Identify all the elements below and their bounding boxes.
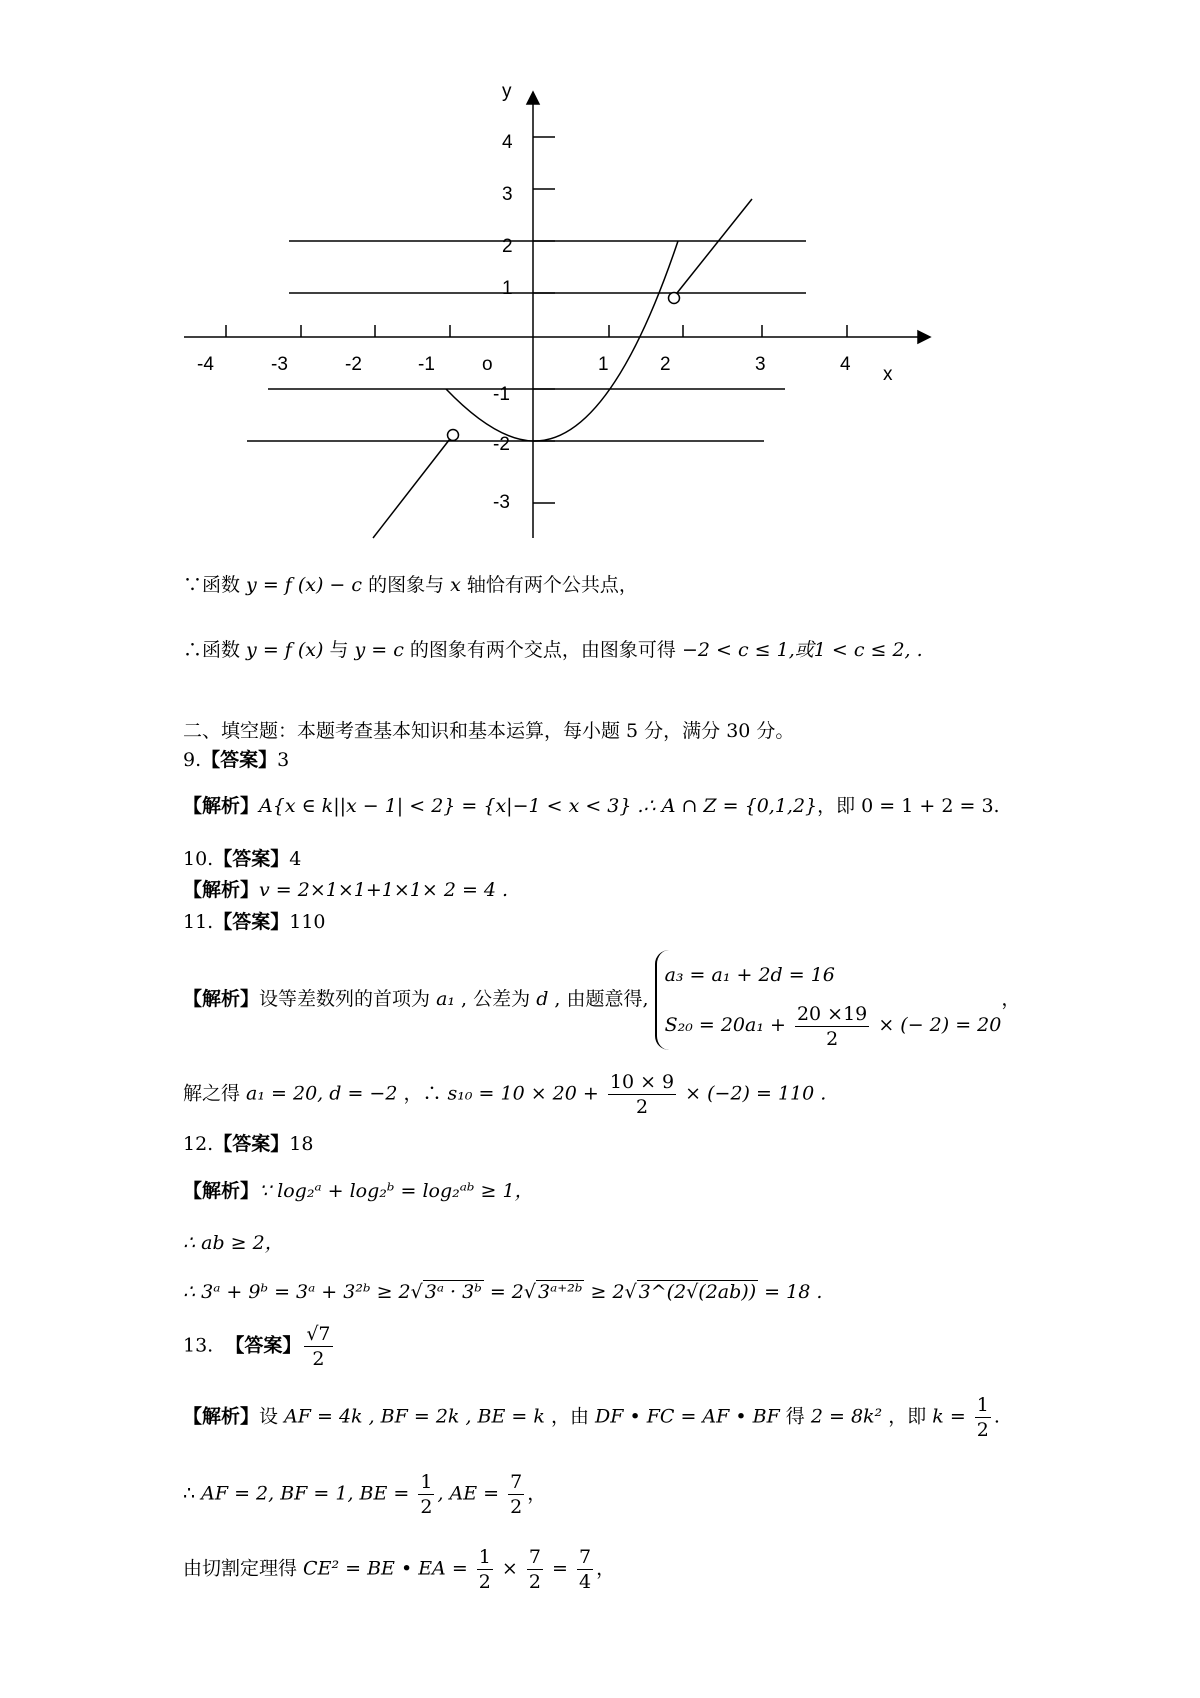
text: , 由题意得,: [548, 988, 649, 1010]
question-number: 9.: [183, 749, 202, 771]
answer-tag: 【答案】: [213, 848, 290, 870]
fraction: [527, 1545, 543, 1594]
q13-explanation: [183, 1393, 1000, 1442]
numerator: 1: [976, 1394, 989, 1416]
denominator: 2: [976, 1419, 989, 1441]
text: ∴函数: [183, 639, 247, 661]
answer-tag: 【答案】: [201, 749, 278, 771]
y-tick-label: 1: [502, 278, 513, 299]
origin-label: o: [482, 354, 493, 375]
open-point-left: [448, 430, 459, 441]
text: , 公差为: [455, 988, 537, 1010]
fraction: [795, 1002, 869, 1051]
math: d: [536, 988, 549, 1010]
math: y = f (x): [246, 639, 324, 661]
equation: [665, 1000, 1002, 1050]
q12-line-2: [183, 1230, 284, 1256]
fraction: [418, 1470, 434, 1519]
math: × (−2) = 110 .: [679, 1082, 827, 1105]
question-number: 13.: [183, 1334, 214, 1357]
numerator: 10 × 9: [609, 1071, 675, 1093]
x-tick-label: -2: [345, 354, 362, 375]
x-axis-label: x: [883, 364, 893, 385]
text: 轴恰有两个公共点，: [460, 574, 638, 596]
fraction: [975, 1393, 991, 1442]
math: v = 2×1×1+1×1× 2 = 4 .: [259, 879, 509, 901]
answer-value: 110: [289, 911, 326, 933]
jiexi-tag: 【解析】: [183, 988, 260, 1010]
denominator: 2: [420, 1496, 433, 1518]
math: AF = 2, BF = 1, BE =: [201, 1482, 416, 1505]
equation: a₃ = a₁ + 2d = 16: [664, 964, 835, 986]
denominator: 2: [312, 1348, 325, 1370]
text: ，由: [544, 1405, 595, 1428]
text: 由切割定理得: [183, 1557, 304, 1580]
q13-line-3: [183, 1545, 615, 1594]
text: ，即: [882, 1405, 933, 1428]
answer-value: 3: [277, 749, 290, 771]
q13-line-2: [183, 1470, 546, 1519]
math: ∵ log₂ᵃ + log₂ᵇ = log₂ᵃᵇ ≥ 1，: [259, 1180, 534, 1202]
x-tick-label: 3: [755, 354, 766, 375]
numerator: 7: [578, 1546, 592, 1568]
math: × (− 2) = 20: [872, 1014, 1002, 1036]
x-tick-label: 2: [660, 354, 671, 375]
q9-explanation: [183, 793, 1000, 819]
jiexi-tag: 【解析】: [183, 879, 260, 901]
math: ≥ 2: [584, 1281, 625, 1303]
text: ，: [596, 1557, 616, 1580]
x-tick-label: -4: [197, 354, 214, 375]
denominator: 2: [826, 1027, 839, 1050]
math: =: [545, 1557, 574, 1580]
text: 设: [259, 1405, 285, 1428]
jiexi-tag: 【解析】: [183, 1180, 260, 1202]
numerator: 7: [528, 1546, 541, 1568]
text: 得: [779, 1405, 811, 1428]
math: y = f (x) − c: [246, 574, 363, 596]
y-tick-label: -3: [493, 492, 510, 513]
q11-answer: [183, 909, 326, 935]
fraction: [577, 1545, 593, 1594]
q11-explanation: [183, 950, 1020, 1050]
y-axis-label: y: [502, 81, 512, 102]
text: 解之得: [183, 1082, 247, 1105]
y-tick-label: 4: [502, 132, 513, 153]
text: ，即 0 = 1 + 2 = 3.: [817, 795, 1000, 817]
open-point-right: [669, 293, 680, 304]
fraction: [508, 1470, 524, 1519]
math: a₁ = 20, d = −2: [246, 1082, 398, 1105]
math: ×: [495, 1557, 524, 1580]
jiexi-tag: 【解析】: [183, 1405, 260, 1428]
y-tick-label: -1: [493, 384, 510, 405]
text: ，: [1001, 988, 1021, 1010]
text: ∵函数: [183, 574, 247, 596]
math: = 18 .: [758, 1281, 823, 1303]
parabola-piece: [446, 241, 678, 441]
text: 设等差数列的首项为: [259, 988, 437, 1010]
radicand: 3ᵃ · 3ᵇ: [424, 1281, 482, 1303]
question-number: 12.: [183, 1133, 214, 1155]
denominator: 2: [635, 1096, 649, 1118]
radicand: 3ᵃ⁺²ᵇ: [538, 1281, 583, 1303]
x-axis-arrow: [918, 331, 930, 343]
math: , AE =: [437, 1482, 506, 1505]
math: = 2: [483, 1281, 524, 1303]
text: ，∴: [397, 1082, 448, 1105]
equation-system: [655, 950, 1002, 1050]
fraction: [477, 1545, 493, 1594]
math: ∴ 3ᵃ + 9ᵇ = 3ᵃ + 3²ᵇ ≥ 2: [183, 1281, 411, 1303]
answer-tag: 【答案】: [213, 911, 290, 933]
text: ∴: [183, 1482, 202, 1505]
math: x: [450, 574, 461, 596]
q13-answer: [183, 1322, 336, 1371]
math: a₁: [436, 988, 456, 1010]
left-ray: [373, 435, 453, 538]
radicand: 3^(2√(2ab)): [638, 1281, 757, 1303]
math: DF • FC = AF • BF: [595, 1405, 780, 1428]
denominator: 2: [478, 1571, 491, 1593]
q12-line-3: ∴ 3ᵃ + 9ᵇ = 3ᵃ + 3²ᵇ ≥ 2√ 3ᵃ · 3ᵇ = 2√ 3ᵃ⁺²ᵇ ≥ 2√ 3^(2√(2ab)) = 18 .: [183, 1281, 823, 1303]
math: S₂₀ = 20a₁ +: [664, 1014, 792, 1036]
question-number: 10.: [183, 848, 214, 870]
denominator: 2: [528, 1571, 541, 1593]
q11-solution: [183, 1070, 826, 1119]
section-title: 二、填空题：本题考查基本知识和基本运算，每小题 5 分，满分 30 分。: [183, 720, 795, 742]
text-line-2: [183, 637, 923, 663]
y-tick-label: 3: [502, 184, 513, 205]
numerator: 7: [510, 1471, 523, 1493]
math: ∴ ab ≥ 2，: [183, 1232, 284, 1254]
math: AF = 4k , BF = 2k , BE = k: [284, 1405, 545, 1428]
math: A{x ∈ k||x − 1| < 2} = {x|−1 < x < 3} .∴ A ∩ Z = {0,1,2}: [259, 795, 818, 817]
q9-answer: [183, 747, 289, 773]
denominator: 4: [578, 1571, 592, 1593]
x-tick-label: 1: [598, 354, 609, 375]
answer-value: 4: [289, 848, 302, 870]
math: −2 < c ≤ 1,或1 < c ≤ 2, .: [681, 639, 923, 661]
answer-fraction: [304, 1322, 332, 1371]
x-tick-label: -3: [271, 354, 288, 375]
numerator: 1: [420, 1471, 433, 1493]
numerator: √7: [306, 1323, 331, 1345]
y-axis-arrow: [527, 92, 539, 104]
math: k =: [932, 1405, 972, 1428]
q12-explanation: [183, 1178, 534, 1204]
text: .: [993, 1405, 1000, 1428]
right-ray: [677, 199, 752, 293]
x-tick-label: -1: [418, 354, 435, 375]
answer-tag: 【答案】: [225, 1334, 302, 1357]
text-line-1: [183, 572, 638, 598]
math: y = c: [354, 639, 404, 661]
math: s₁₀ = 10 × 20 +: [447, 1082, 605, 1105]
text: 与: [323, 639, 355, 661]
fraction: [608, 1070, 676, 1119]
answer-value: 18: [289, 1133, 314, 1155]
text: 的图象有两个交点，由图象可得: [403, 639, 682, 661]
math: CE² = BE • EA =: [303, 1557, 474, 1580]
numerator: 20 ×19: [796, 1002, 868, 1025]
q12-answer: [183, 1131, 313, 1157]
q10-answer: [183, 846, 301, 872]
answer-tag: 【答案】: [213, 1133, 290, 1155]
text: ，: [527, 1482, 547, 1505]
y-tick-label: -2: [493, 434, 510, 455]
q10-explanation: [183, 877, 508, 903]
x-tick-label: 4: [840, 354, 851, 375]
question-number: 11.: [183, 911, 214, 933]
math: 2 = 8k²: [810, 1405, 883, 1428]
text: 的图象与: [362, 574, 451, 596]
y-tick-label: 2: [502, 236, 513, 257]
jiexi-tag: 【解析】: [183, 795, 260, 817]
numerator: 1: [478, 1546, 491, 1568]
function-graph: [0, 0, 1200, 560]
denominator: 2: [510, 1496, 523, 1518]
